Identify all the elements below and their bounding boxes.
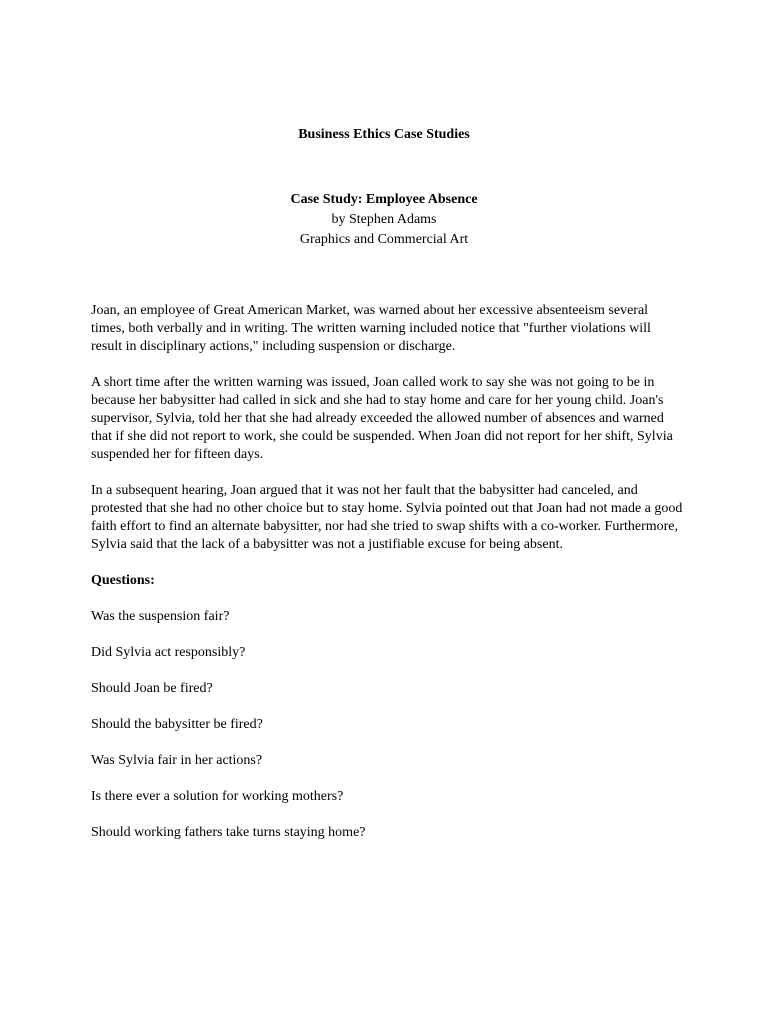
question-item: Was the suspension fair?: [91, 609, 230, 624]
paragraph-3: In a subsequent hearing, Joan argued that it was not her fault that the babysitter had canceled, and protested that she had no other choice but to stay home. Sylvia pointed out that Joan had not made a good faith effort to find an alternate babysitter, nor had she tried to swap shifts with a co-worker. Furthermore, Sylvia said that the lack of a babysitter was not a justifiable excuse for being absent.: [91, 483, 683, 552]
department-label: Graphics and Commercial Art: [299, 232, 469, 247]
question-item: Did Sylvia act responsibly?: [91, 645, 246, 660]
paragraph-1: Joan, an employee of Great American Market, was warned about her excessive absenteeism several times, both verbally and in writing. The written warning included notice that "further violations will result in disciplinary actions," including suspension or discharge.: [91, 303, 651, 354]
question-item: Should Joan be fired?: [91, 681, 213, 696]
paragraph-2: A short time after the written warning was issued, Joan called work to say she was not going to be in because her babysitter had called in sick and she had to stay home and care for her young child. Joan's supervisor, Sylvia, told her that she had already exceeded the allowed number of absences and warned that if she did not report to work, she could be suspended. When Joan did not report for her shift, Sylvia suspended her for fifteen days.: [91, 375, 673, 462]
question-item: Should working fathers take turns staying home?: [91, 825, 366, 840]
author-byline: by Stephen Adams: [331, 212, 437, 227]
question-item: Is there ever a solution for working mothers?: [91, 789, 344, 804]
case-header: [0, 190, 768, 250]
case-study-title: Case Study: Employee Absence: [290, 192, 478, 207]
question-item: Was Sylvia fair in her actions?: [91, 753, 263, 768]
case-body: [91, 302, 683, 860]
document-title: Business Ethics Case Studies: [298, 127, 470, 142]
questions-heading: Questions:: [91, 573, 155, 588]
question-item: Should the babysitter be fired?: [91, 717, 263, 732]
